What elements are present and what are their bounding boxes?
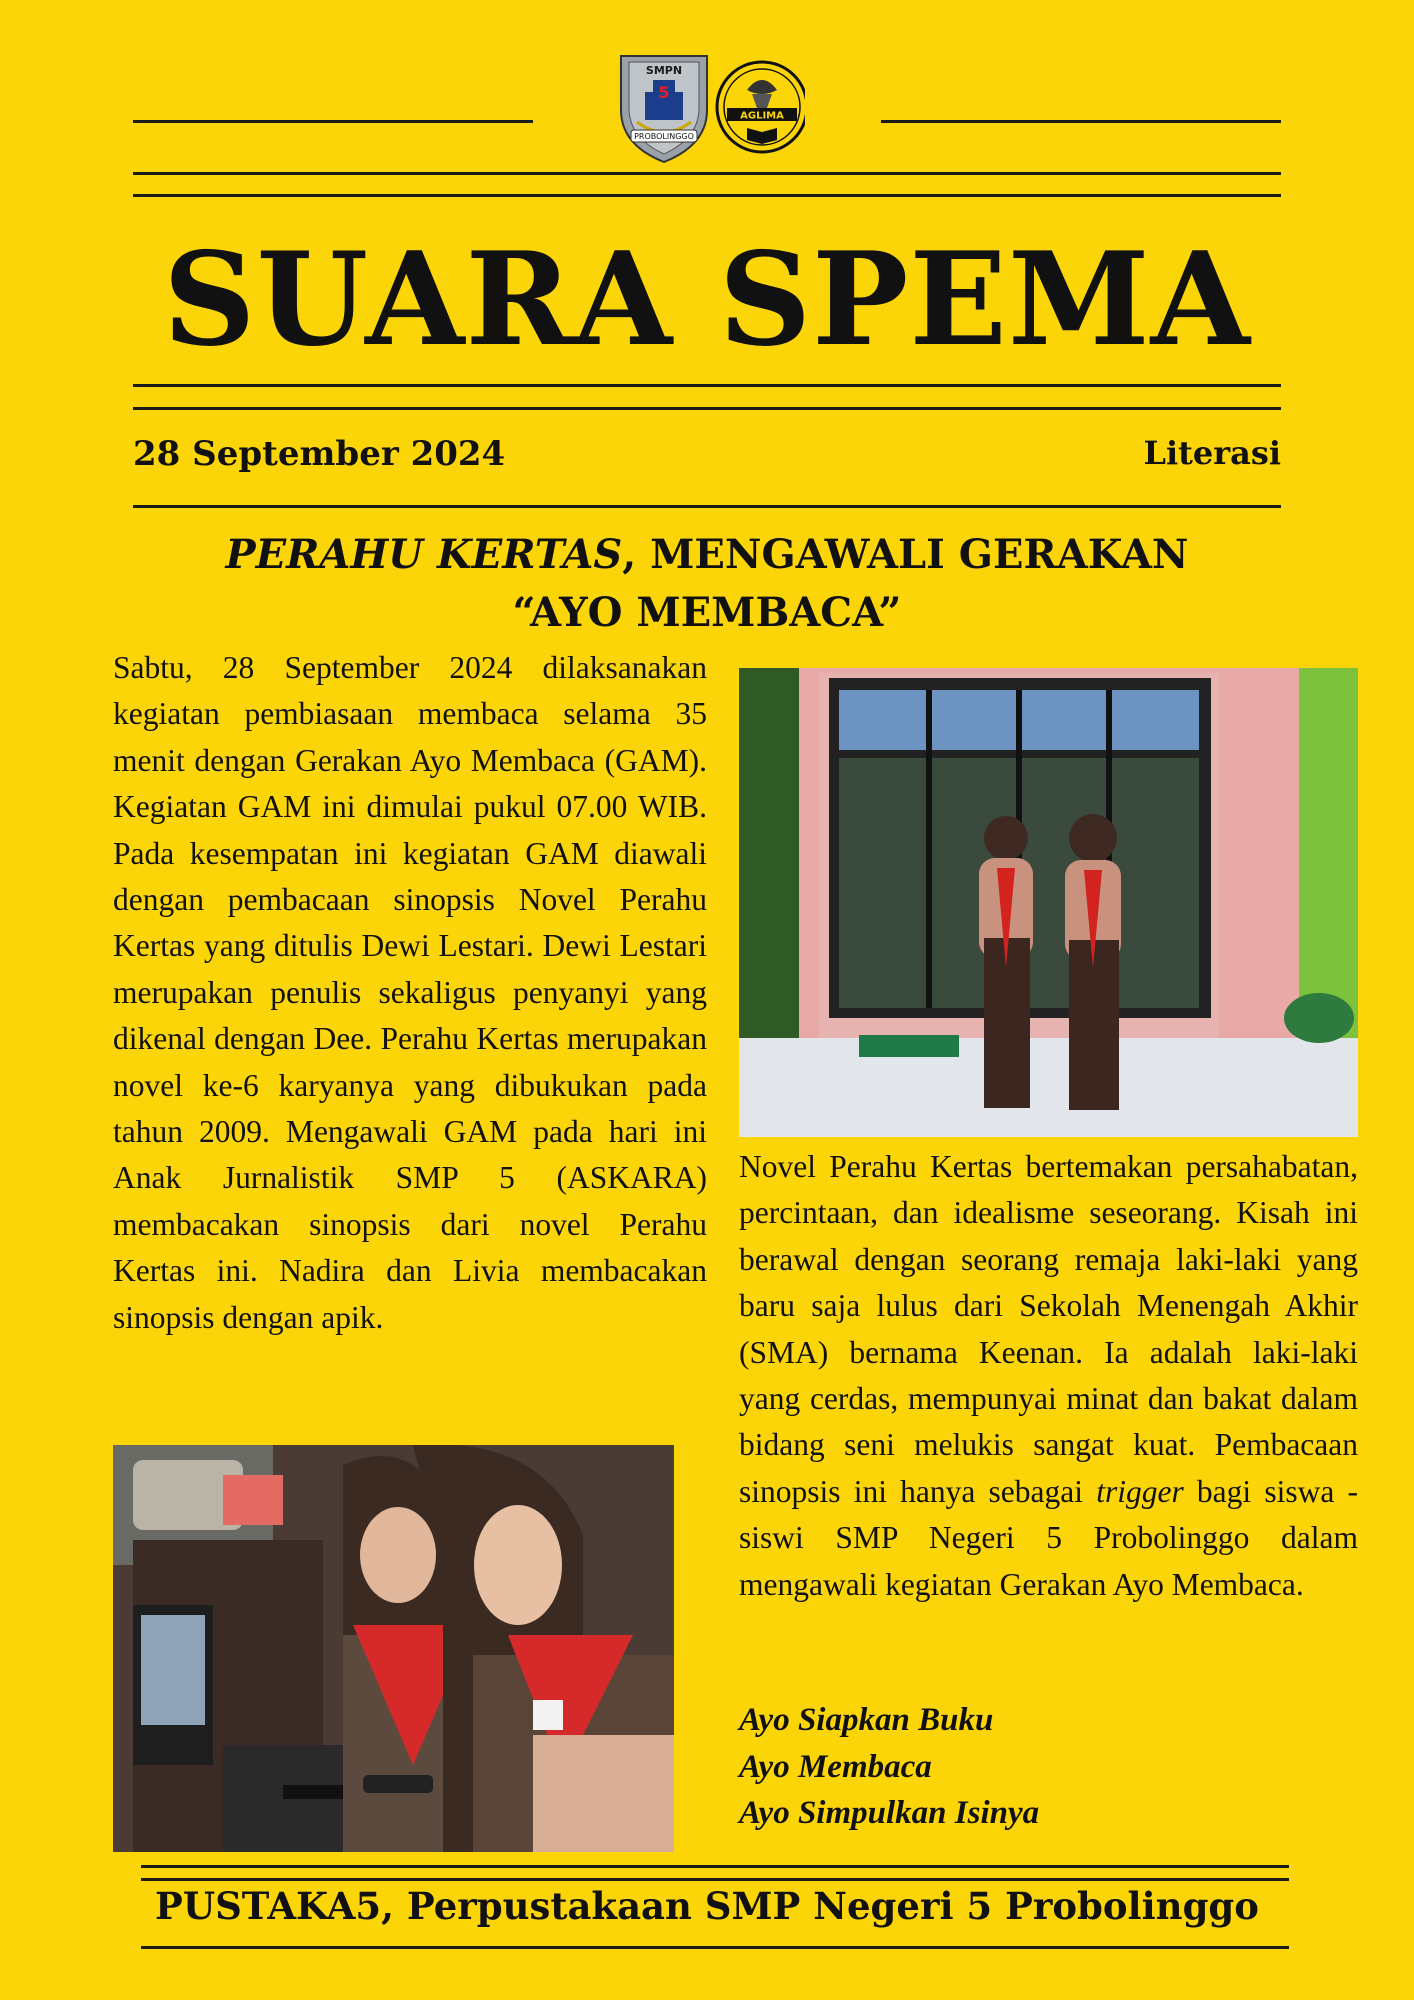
col2-trigger: trigger [1096, 1473, 1184, 1509]
header-rule-right [881, 120, 1281, 123]
article-headline [150, 526, 1264, 642]
headline-italic: PERAHU KERTAS [225, 531, 623, 578]
footer-rule [141, 1946, 1289, 1949]
cheer-line: Ayo Membaca [739, 1748, 932, 1785]
footer-rule [141, 1865, 1289, 1868]
cheer-line: Ayo Simpulkan Isinya [739, 1795, 1040, 1831]
headline-rest: , MENGAWALI GERAKAN [622, 531, 1189, 578]
headline-line1 [150, 526, 1264, 584]
logo-left-top-text: SMPN [645, 64, 683, 77]
masthead-rule [133, 384, 1281, 387]
col2-text-before: Novel Perahu Kertas bertemakan persahabatan, percintaan, dan idealisme seseorang. Kisah ini berawal dengan seorang remaja laki-laki yang baru saja lulus dari Sekolah Menengah Akhir (SMA) bernama Keenan. Ia adalah laki-laki yang cerdas, mempunyai minat dan bakat dalam bidang seni melukis sangat kuat. Pembacaan sinopsis ini hanya sebagai [739, 1149, 1358, 1509]
header-rule [133, 172, 1281, 175]
article-photo-students-computer [113, 1445, 674, 1852]
col2-text-after: bagi siswa -siswi SMP Negeri 5 Probolinggo dalam mengawali kegiatan Gerakan Ayo Membaca. [739, 1473, 1358, 1602]
article-column-left: Sabtu, 28 September 2024 dilaksanakan kegiatan pembiasaan membaca selama 35 menit dengan Gerakan Ayo Membaca (GAM). Kegiatan GAM ini dimulai pukul 07.00 WIB. Pada kesempatan ini kegiatan GAM diawali dengan pembacaan sinopsis Novel Perahu Kertas yang ditulis Dewi Lestari. Dewi Lestari merupakan penulis sekaligus penyanyi yang dikenal dengan Dee. Perahu Kertas merupakan novel ke-6 karyanya yang dibukukan pada tahun 2009. Mengawali GAM pada hari ini Anak Jurnalistik SMP 5 (ASKARA) membacakan sinopsis dari novel Perahu Kertas ini. Nadira dan Livia membacakan sinopsis dengan apik. [113, 650, 707, 1335]
issue-date: 28 September 2024 [133, 434, 506, 474]
headline-line2: “AYO MEMBACA” [512, 589, 902, 636]
logo-right-text: AGLIMA [740, 110, 784, 122]
article-cheers [739, 1697, 1339, 1837]
school-crest-icon [621, 56, 707, 162]
masthead-title: SUARA SPEMA [163, 225, 1251, 375]
footer-rule [141, 1878, 1289, 1881]
header-rule-left [133, 120, 533, 123]
section-label: Literasi [1143, 434, 1281, 472]
article-column-right [739, 1144, 1358, 1608]
article-photo-students-entrance [739, 668, 1358, 1137]
agluma-emblem-icon [717, 62, 805, 152]
header-rule [133, 194, 1281, 197]
logo-left-number: 5 [658, 83, 670, 102]
footer-publisher: PUSTAKA5, Perpustakaan SMP Negeri 5 Probolinggo [155, 1884, 1259, 1928]
dateline-rule [133, 505, 1281, 508]
logo-left-bottom-text: PROBOLINGGO [634, 132, 694, 141]
masthead-rule [133, 407, 1281, 410]
cheer-line: Ayo Siapkan Buku [739, 1702, 994, 1738]
header-logos [615, 50, 805, 165]
